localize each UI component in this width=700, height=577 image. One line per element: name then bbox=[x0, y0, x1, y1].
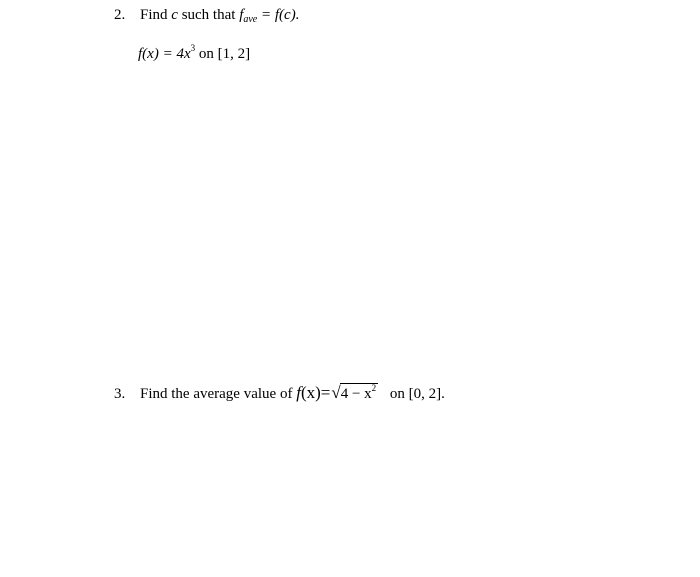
problem-3-statement bbox=[114, 383, 445, 402]
radical-sign-icon: √ bbox=[331, 383, 341, 402]
radicand-text: 4 − x bbox=[340, 386, 372, 402]
radicand-exponent: 2 bbox=[371, 383, 377, 393]
interval-text: on [0, 2]. bbox=[386, 386, 445, 402]
variable-c: c bbox=[171, 7, 178, 23]
function-lhs: f(x) = 4x bbox=[138, 46, 191, 62]
paren-c: (c). bbox=[279, 7, 300, 23]
problem-number: 3. bbox=[114, 386, 126, 402]
function-name: f bbox=[296, 383, 301, 402]
square-root bbox=[331, 383, 378, 402]
problem-text-prefix: Find bbox=[140, 7, 168, 23]
problem-2-statement bbox=[114, 8, 299, 25]
equals-sign: = bbox=[320, 383, 331, 402]
problem-text-mid: such that bbox=[177, 7, 240, 23]
radicand bbox=[340, 383, 378, 402]
subscript-ave: ave bbox=[243, 14, 258, 25]
problem-text: Find the average value of bbox=[140, 386, 297, 402]
equals-f: = f bbox=[257, 7, 280, 23]
function-interval: on [1, 2] bbox=[195, 46, 251, 62]
function-exponent: 3 bbox=[190, 43, 196, 53]
problem-2-function bbox=[138, 44, 250, 62]
f-letter: f bbox=[239, 7, 244, 23]
problem-number: 2. bbox=[114, 7, 126, 23]
function-arg: (x) bbox=[300, 383, 321, 402]
